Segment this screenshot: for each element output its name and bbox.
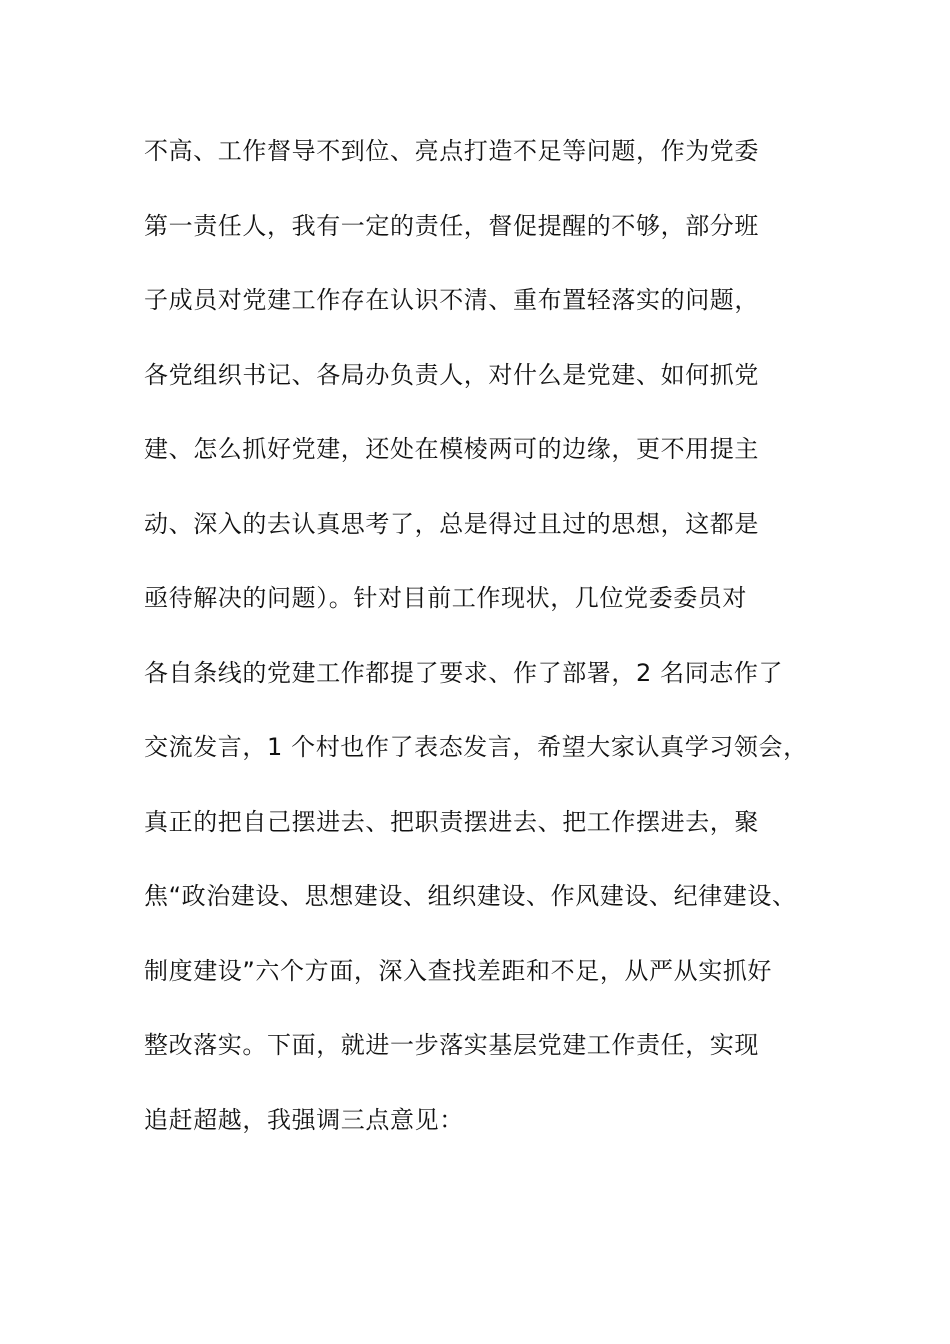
body-paragraph <box>144 130 844 1173</box>
text-line: 交流发言，1 个村也作了表态发言，希望大家认真学习领会， <box>144 733 808 761</box>
text-line: 追赶超越，我强调三点意见： <box>144 1105 464 1134</box>
text-line: 建、怎么抓好党建，还处在模棱两可的边缘，更不用提主 <box>144 435 759 463</box>
text-line: 不高、工作督导不到位、亮点打造不足等问题，作为党委 <box>144 137 759 165</box>
text-line: 制度建设”六个方面，深入查找差距和不足，从严从实抓好 <box>144 956 773 985</box>
text-line: 第一责任人，我有一定的责任，督促提醒的不够，部分班 <box>144 211 759 240</box>
text-line: 各自条线的党建工作都提了要求、作了部署，2 名同志作了 <box>144 658 784 687</box>
text-line: 子成员对党建工作存在认识不清、重布置轻落实的问题， <box>144 286 759 314</box>
text-line: 真正的把自己摆进去、把职责摆进去、把工作摆进去，聚 <box>144 807 759 836</box>
text-line: 亟待解决的问题）。针对目前工作现状，几位党委委员对 <box>144 584 747 612</box>
text-line: 各党组织书记、各局办负责人，对什么是党建、如何抓党 <box>144 360 759 389</box>
text-line: 焦“政治建设、思想建设、组织建设、作风建设、纪律建设、 <box>144 882 797 910</box>
text-line: 动、深入的去认真思考了，总是得过且过的思想，这都是 <box>144 509 759 538</box>
text-line: 整改落实。下面，就进一步落实基层党建工作责任，实现 <box>144 1031 759 1059</box>
